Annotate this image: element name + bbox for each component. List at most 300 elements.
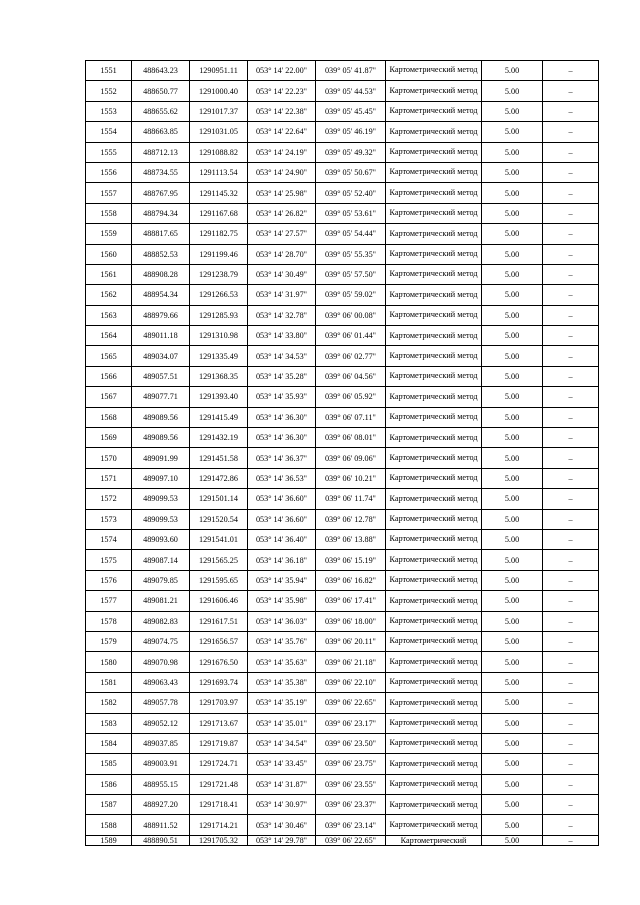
description-cell: – [543,224,599,244]
accuracy-cell: 5.00 [482,591,543,611]
point-number-cell: 1584 [86,733,132,753]
accuracy-cell: 5.00 [482,387,543,407]
longitude-cell: 039° 06' 10.21" [316,468,386,488]
accuracy-cell: 5.00 [482,611,543,631]
description-cell: – [543,733,599,753]
point-number-cell: 1580 [86,652,132,672]
latitude-cell: 053° 14' 33.45" [248,754,316,774]
table-row [86,815,599,835]
longitude-cell: 039° 06' 00.08" [316,305,386,325]
latitude-cell: 053° 14' 31.97" [248,285,316,305]
table-row [86,162,599,182]
point-number-cell: 1551 [86,61,132,81]
latitude-cell: 053° 14' 35.01" [248,713,316,733]
method-cell: Картометрический метод [386,61,482,81]
table-row [86,733,599,753]
accuracy-cell: 5.00 [482,550,543,570]
latitude-cell: 053° 14' 22.00" [248,61,316,81]
accuracy-cell: 5.00 [482,733,543,753]
y-coordinate-cell: 1291285.93 [190,305,248,325]
description-cell: – [543,407,599,427]
table-row [86,428,599,448]
accuracy-cell: 5.00 [482,244,543,264]
y-coordinate-cell: 1291310.98 [190,326,248,346]
latitude-cell: 053° 14' 35.28" [248,366,316,386]
latitude-cell: 053° 14' 36.03" [248,611,316,631]
latitude-cell: 053° 14' 36.40" [248,529,316,549]
method-cell: Картометрический метод [386,611,482,631]
longitude-cell: 039° 06' 17.41" [316,591,386,611]
point-number-cell: 1568 [86,407,132,427]
accuracy-cell: 5.00 [482,489,543,509]
coordinates-table [85,60,599,846]
longitude-cell: 039° 05' 57.50" [316,264,386,284]
description-cell: – [543,611,599,631]
x-coordinate-cell: 489003.91 [132,754,190,774]
x-coordinate-cell: 489089.56 [132,428,190,448]
latitude-cell: 053° 14' 30.46" [248,815,316,835]
y-coordinate-cell: 1291705.32 [190,835,248,846]
longitude-cell: 039° 06' 13.88" [316,529,386,549]
longitude-cell: 039° 06' 23.37" [316,795,386,815]
longitude-cell: 039° 06' 12.78" [316,509,386,529]
table-row [86,101,599,121]
point-number-cell: 1587 [86,795,132,815]
table-row [86,183,599,203]
accuracy-cell: 5.00 [482,264,543,284]
method-cell: Картометрический метод [386,672,482,692]
longitude-cell: 039° 06' 23.75" [316,754,386,774]
point-number-cell: 1559 [86,224,132,244]
description-cell: – [543,529,599,549]
x-coordinate-cell: 489082.83 [132,611,190,631]
point-number-cell: 1555 [86,142,132,162]
y-coordinate-cell: 1291656.57 [190,631,248,651]
longitude-cell: 039° 06' 22.65" [316,693,386,713]
table-row [86,550,599,570]
point-number-cell: 1574 [86,529,132,549]
y-coordinate-cell: 1291017.37 [190,101,248,121]
method-cell: Картометрический метод [386,101,482,121]
table-row [86,326,599,346]
x-coordinate-cell: 488650.77 [132,81,190,101]
x-coordinate-cell: 489057.78 [132,693,190,713]
table-row [86,509,599,529]
x-coordinate-cell: 489011.18 [132,326,190,346]
method-cell: Картометрический метод [386,326,482,346]
y-coordinate-cell: 1291719.87 [190,733,248,753]
latitude-cell: 053° 14' 32.78" [248,305,316,325]
latitude-cell: 053° 14' 22.23" [248,81,316,101]
description-cell: – [543,631,599,651]
latitude-cell: 053° 14' 34.53" [248,346,316,366]
longitude-cell: 039° 05' 45.45" [316,101,386,121]
y-coordinate-cell: 1291451.58 [190,448,248,468]
y-coordinate-cell: 1291368.35 [190,366,248,386]
latitude-cell: 053° 14' 36.60" [248,489,316,509]
description-cell: – [543,244,599,264]
method-cell: Картометрический метод [386,631,482,651]
y-coordinate-cell: 1291113.54 [190,162,248,182]
description-cell: – [543,693,599,713]
method-cell: Картометрический метод [386,795,482,815]
method-cell: Картометрический метод [386,713,482,733]
x-coordinate-cell: 489097.10 [132,468,190,488]
latitude-cell: 053° 14' 33.80" [248,326,316,346]
description-cell: – [543,835,599,846]
y-coordinate-cell: 1291266.53 [190,285,248,305]
description-cell: – [543,285,599,305]
method-cell: Картометрический метод [386,693,482,713]
table-row [86,264,599,284]
x-coordinate-cell: 488955.15 [132,774,190,794]
description-cell: – [543,203,599,223]
accuracy-cell: 5.00 [482,631,543,651]
y-coordinate-cell: 1291693.74 [190,672,248,692]
accuracy-cell: 5.00 [482,366,543,386]
y-coordinate-cell: 1291031.05 [190,122,248,142]
y-coordinate-cell: 1291520.54 [190,509,248,529]
accuracy-cell: 5.00 [482,346,543,366]
method-cell: Картометрический метод [386,428,482,448]
y-coordinate-cell: 1291676.50 [190,652,248,672]
accuracy-cell: 5.00 [482,101,543,121]
method-cell: Картометрический метод [386,407,482,427]
description-cell: – [543,489,599,509]
description-cell: – [543,652,599,672]
y-coordinate-cell: 1291713.67 [190,713,248,733]
method-cell: Картометрический метод [386,264,482,284]
latitude-cell: 053° 14' 34.54" [248,733,316,753]
method-cell: Картометрический [386,835,482,846]
description-cell: – [543,81,599,101]
method-cell: Картометрический метод [386,754,482,774]
x-coordinate-cell: 489093.60 [132,529,190,549]
table-row [86,448,599,468]
y-coordinate-cell: 1291472.86 [190,468,248,488]
coordinates-table-body [86,61,599,846]
y-coordinate-cell: 1291088.82 [190,142,248,162]
y-coordinate-cell: 1291721.48 [190,774,248,794]
accuracy-cell: 5.00 [482,693,543,713]
y-coordinate-cell: 1291238.79 [190,264,248,284]
longitude-cell: 039° 05' 53.61" [316,203,386,223]
latitude-cell: 053° 14' 24.90" [248,162,316,182]
description-cell: – [543,754,599,774]
description-cell: – [543,162,599,182]
table-row [86,305,599,325]
latitude-cell: 053° 14' 36.30" [248,407,316,427]
x-coordinate-cell: 488890.51 [132,835,190,846]
latitude-cell: 053° 14' 27.57" [248,224,316,244]
y-coordinate-cell: 1291541.01 [190,529,248,549]
point-number-cell: 1578 [86,611,132,631]
longitude-cell: 039° 06' 23.14" [316,815,386,835]
description-cell: – [543,326,599,346]
longitude-cell: 039° 05' 49.32" [316,142,386,162]
longitude-cell: 039° 05' 59.02" [316,285,386,305]
accuracy-cell: 5.00 [482,774,543,794]
x-coordinate-cell: 489034.07 [132,346,190,366]
y-coordinate-cell: 1291145.32 [190,183,248,203]
point-number-cell: 1571 [86,468,132,488]
x-coordinate-cell: 488794.34 [132,203,190,223]
accuracy-cell: 5.00 [482,570,543,590]
method-cell: Картометрический метод [386,570,482,590]
method-cell: Картометрический метод [386,366,482,386]
point-number-cell: 1552 [86,81,132,101]
table-row [86,285,599,305]
point-number-cell: 1560 [86,244,132,264]
accuracy-cell: 5.00 [482,529,543,549]
table-row [86,529,599,549]
point-number-cell: 1572 [86,489,132,509]
table-row [86,244,599,264]
latitude-cell: 053° 14' 35.38" [248,672,316,692]
description-cell: – [543,570,599,590]
method-cell: Картометрический метод [386,448,482,468]
accuracy-cell: 5.00 [482,122,543,142]
longitude-cell: 039° 05' 41.87" [316,61,386,81]
accuracy-cell: 5.00 [482,754,543,774]
method-cell: Картометрический метод [386,591,482,611]
method-cell: Картометрический метод [386,815,482,835]
description-cell: – [543,366,599,386]
y-coordinate-cell: 1291617.51 [190,611,248,631]
point-number-cell: 1566 [86,366,132,386]
method-cell: Картометрический метод [386,81,482,101]
point-number-cell: 1557 [86,183,132,203]
y-coordinate-cell: 1291167.68 [190,203,248,223]
point-number-cell: 1582 [86,693,132,713]
y-coordinate-cell: 1291415.49 [190,407,248,427]
x-coordinate-cell: 489077.71 [132,387,190,407]
latitude-cell: 053° 14' 35.76" [248,631,316,651]
accuracy-cell: 5.00 [482,407,543,427]
table-row [86,652,599,672]
accuracy-cell: 5.00 [482,81,543,101]
accuracy-cell: 5.00 [482,61,543,81]
longitude-cell: 039° 05' 54.44" [316,224,386,244]
accuracy-cell: 5.00 [482,468,543,488]
latitude-cell: 053° 14' 22.64" [248,122,316,142]
longitude-cell: 039° 06' 23.55" [316,774,386,794]
x-coordinate-cell: 488911.52 [132,815,190,835]
x-coordinate-cell: 489074.75 [132,631,190,651]
x-coordinate-cell: 489091.99 [132,448,190,468]
longitude-cell: 039° 06' 11.74" [316,489,386,509]
accuracy-cell: 5.00 [482,815,543,835]
coordinates-document-page [85,60,598,846]
table-row [86,122,599,142]
x-coordinate-cell: 488712.13 [132,142,190,162]
point-number-cell: 1575 [86,550,132,570]
point-number-cell: 1589 [86,835,132,846]
table-row [86,224,599,244]
y-coordinate-cell: 1291182.75 [190,224,248,244]
x-coordinate-cell: 489057.51 [132,366,190,386]
x-coordinate-cell: 489052.12 [132,713,190,733]
latitude-cell: 053° 14' 22.38" [248,101,316,121]
y-coordinate-cell: 1291432.19 [190,428,248,448]
latitude-cell: 053° 14' 35.63" [248,652,316,672]
y-coordinate-cell: 1291000.40 [190,81,248,101]
table-row [86,468,599,488]
y-coordinate-cell: 1291565.25 [190,550,248,570]
x-coordinate-cell: 488908.28 [132,264,190,284]
table-row [86,346,599,366]
table-row [86,835,599,846]
longitude-cell: 039° 06' 08.01" [316,428,386,448]
x-coordinate-cell: 489087.14 [132,550,190,570]
latitude-cell: 053° 14' 29.78" [248,835,316,846]
method-cell: Картометрический метод [386,285,482,305]
accuracy-cell: 5.00 [482,448,543,468]
point-number-cell: 1579 [86,631,132,651]
x-coordinate-cell: 488767.95 [132,183,190,203]
table-row [86,142,599,162]
point-number-cell: 1569 [86,428,132,448]
description-cell: – [543,305,599,325]
description-cell: – [543,183,599,203]
accuracy-cell: 5.00 [482,285,543,305]
method-cell: Картометрический метод [386,529,482,549]
latitude-cell: 053° 14' 35.98" [248,591,316,611]
x-coordinate-cell: 488663.85 [132,122,190,142]
latitude-cell: 053° 14' 35.93" [248,387,316,407]
table-row [86,387,599,407]
point-number-cell: 1588 [86,815,132,835]
table-row [86,631,599,651]
x-coordinate-cell: 488852.53 [132,244,190,264]
method-cell: Картометрический метод [386,387,482,407]
longitude-cell: 039° 05' 55.35" [316,244,386,264]
method-cell: Картометрический метод [386,122,482,142]
method-cell: Картометрический метод [386,224,482,244]
longitude-cell: 039° 06' 05.92" [316,387,386,407]
accuracy-cell: 5.00 [482,326,543,346]
point-number-cell: 1576 [86,570,132,590]
point-number-cell: 1558 [86,203,132,223]
longitude-cell: 039° 06' 22.65" [316,835,386,846]
x-coordinate-cell: 489070.98 [132,652,190,672]
point-number-cell: 1556 [86,162,132,182]
accuracy-cell: 5.00 [482,162,543,182]
y-coordinate-cell: 1291393.40 [190,387,248,407]
point-number-cell: 1570 [86,448,132,468]
longitude-cell: 039° 06' 04.56" [316,366,386,386]
x-coordinate-cell: 489089.56 [132,407,190,427]
longitude-cell: 039° 06' 15.19" [316,550,386,570]
longitude-cell: 039° 06' 09.06" [316,448,386,468]
x-coordinate-cell: 489081.21 [132,591,190,611]
table-row [86,81,599,101]
y-coordinate-cell: 1291714.21 [190,815,248,835]
latitude-cell: 053° 14' 36.53" [248,468,316,488]
table-row [86,713,599,733]
point-number-cell: 1581 [86,672,132,692]
point-number-cell: 1583 [86,713,132,733]
method-cell: Картометрический метод [386,468,482,488]
longitude-cell: 039° 06' 07.11" [316,407,386,427]
x-coordinate-cell: 489063.43 [132,672,190,692]
y-coordinate-cell: 1291718.41 [190,795,248,815]
accuracy-cell: 5.00 [482,795,543,815]
table-row [86,611,599,631]
method-cell: Картометрический метод [386,162,482,182]
longitude-cell: 039° 06' 22.10" [316,672,386,692]
longitude-cell: 039° 06' 23.50" [316,733,386,753]
y-coordinate-cell: 1291703.97 [190,693,248,713]
description-cell: – [543,346,599,366]
latitude-cell: 053° 14' 36.60" [248,509,316,529]
accuracy-cell: 5.00 [482,305,543,325]
accuracy-cell: 5.00 [482,835,543,846]
description-cell: – [543,672,599,692]
point-number-cell: 1561 [86,264,132,284]
point-number-cell: 1564 [86,326,132,346]
point-number-cell: 1586 [86,774,132,794]
point-number-cell: 1577 [86,591,132,611]
latitude-cell: 053° 14' 24.19" [248,142,316,162]
longitude-cell: 039° 06' 18.00" [316,611,386,631]
y-coordinate-cell: 1291606.46 [190,591,248,611]
description-cell: – [543,815,599,835]
longitude-cell: 039° 06' 20.11" [316,631,386,651]
description-cell: – [543,468,599,488]
description-cell: – [543,774,599,794]
table-row [86,61,599,81]
accuracy-cell: 5.00 [482,652,543,672]
accuracy-cell: 5.00 [482,203,543,223]
method-cell: Картометрический метод [386,142,482,162]
y-coordinate-cell: 1291335.49 [190,346,248,366]
accuracy-cell: 5.00 [482,509,543,529]
point-number-cell: 1553 [86,101,132,121]
description-cell: – [543,713,599,733]
x-coordinate-cell: 488927.20 [132,795,190,815]
table-row [86,795,599,815]
description-cell: – [543,101,599,121]
x-coordinate-cell: 488734.55 [132,162,190,182]
accuracy-cell: 5.00 [482,142,543,162]
latitude-cell: 053° 14' 35.94" [248,570,316,590]
latitude-cell: 053° 14' 36.37" [248,448,316,468]
latitude-cell: 053° 14' 31.87" [248,774,316,794]
table-row [86,754,599,774]
table-row [86,570,599,590]
description-cell: – [543,795,599,815]
table-row [86,774,599,794]
description-cell: – [543,264,599,284]
table-row [86,489,599,509]
method-cell: Картометрический метод [386,203,482,223]
description-cell: – [543,387,599,407]
table-row [86,591,599,611]
x-coordinate-cell: 489099.53 [132,489,190,509]
latitude-cell: 053° 14' 36.30" [248,428,316,448]
table-row [86,693,599,713]
accuracy-cell: 5.00 [482,183,543,203]
point-number-cell: 1567 [86,387,132,407]
description-cell: – [543,550,599,570]
latitude-cell: 053° 14' 26.82" [248,203,316,223]
point-number-cell: 1573 [86,509,132,529]
point-number-cell: 1554 [86,122,132,142]
x-coordinate-cell: 488954.34 [132,285,190,305]
y-coordinate-cell: 1291199.46 [190,244,248,264]
description-cell: – [543,61,599,81]
